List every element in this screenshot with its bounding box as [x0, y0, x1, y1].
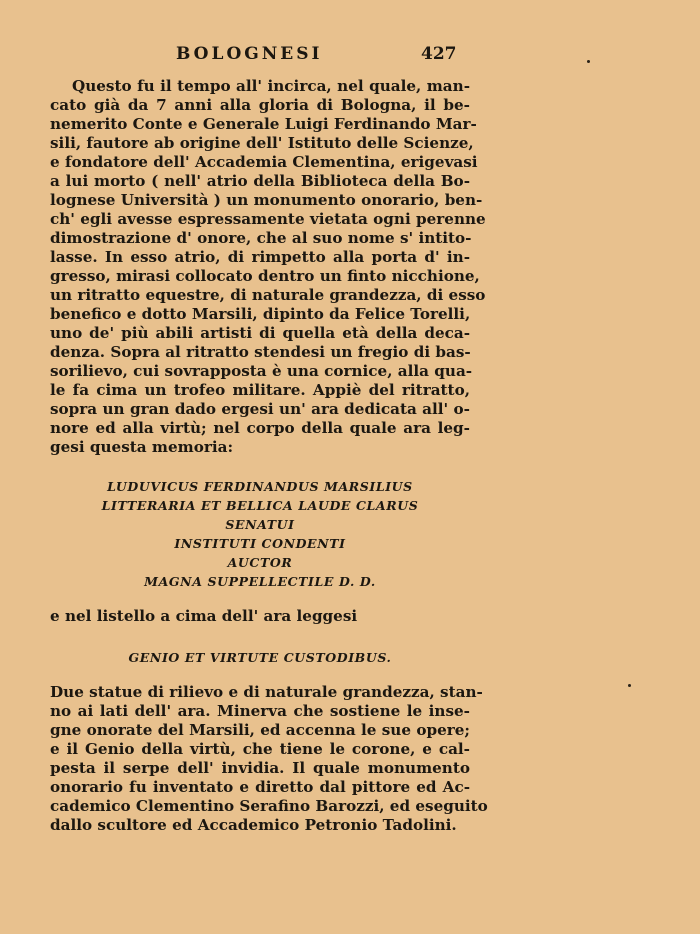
text-line: cademico Clementino Serafino Barozzi, ed eseguito [50, 797, 488, 815]
text-line: dimostrazione d' onore, che al suo nome s' intito- [50, 229, 472, 247]
text-line: gne onorate del Marsili, ed accenna le sue opere; [50, 721, 470, 739]
text-line: a lui morto ( nell' atrio della Biblioteca della Bo- [50, 172, 470, 190]
text-line: gresso, mirasi collocato dentro un finto nicchione, [50, 267, 480, 285]
text-line: dallo scultore ed Accademico Petronio Tadolini. [50, 816, 457, 834]
inscription-line: SENATUI [225, 517, 295, 532]
text-line: Due statue di rilievo e di naturale grandezza, stan- [50, 683, 483, 701]
text-line: onorario fu inventato e diretto dal pittore ed Ac- [50, 778, 470, 796]
text-line: pesta il serpe dell' invidia. Il quale monumento [50, 759, 470, 777]
text-line: lognese Università ) un monumento onorario, ben- [50, 191, 483, 209]
text-line: benefico e dotto Marsili, dipinto da Felice Torelli, [50, 305, 471, 323]
text-line: nore ed alla virtù; nel corpo della quale ara leg- [50, 419, 470, 437]
text-line: Questo fu il tempo all' incirca, nel quale, man- [72, 77, 470, 95]
inscription-genio: GENIO ET VIRTUTE CUSTODIBUS. [128, 650, 392, 665]
ink-speck [587, 60, 590, 63]
text-line: denza. Sopra al ritratto stendesi un fregio di bas- [50, 343, 471, 361]
text-line: e fondatore dell' Accademia Clementina, erigevasi [50, 153, 478, 171]
ink-speck [628, 684, 631, 687]
text-line-listello: e nel listello a cima dell' ara leggesi [50, 607, 358, 625]
page-header [0, 44, 700, 66]
inscription-line: INSTITUTI CONDENTI [174, 536, 346, 551]
page-number: 427 [421, 44, 457, 64]
text-line: nemerito Conte e Generale Luigi Ferdinando Mar- [50, 115, 477, 133]
inscription-line: AUCTOR [227, 555, 293, 570]
text-line: no ai lati dell' ara. Minerva che sostiene le inse- [50, 702, 470, 720]
text-line: e il Genio della virtù, che tiene le corone, e cal- [50, 740, 470, 758]
inscription-line: LUDUVICUS FERDINANDUS MARSILIUS [107, 479, 413, 494]
text-line: sorilievo, cui sovrapposta è una cornice, alla qua- [50, 362, 473, 380]
text-line: le fa cima un trofeo militare. Appiè del ritratto, [50, 381, 470, 399]
text-line: uno de' più abili artisti di quella età della deca- [50, 324, 470, 342]
running-title: BOLOGNESI [176, 44, 323, 64]
inscription-line: MAGNA SUPPELLECTILE D. D. [144, 574, 376, 589]
text-line: un ritratto equestre, di naturale grandezza, di esso [50, 286, 486, 304]
text-line: cato già da 7 anni alla gloria di Bologna, il be- [50, 96, 470, 114]
text-line: gesi questa memoria: [50, 438, 234, 456]
text-line: sopra un gran dado ergesi un' ara dedicata all' o- [50, 400, 470, 418]
text-line: ch' egli avesse espressamente vietata ogni perenne [50, 210, 486, 228]
inscription-line: LITTERARIA ET BELLICA LAUDE CLARUS [101, 498, 419, 513]
text-line: sili, fautore ab origine dell' Istituto delle Scienze, [50, 134, 474, 152]
text-line: lasse. In esso atrio, di rimpetto alla porta d' in- [50, 248, 470, 266]
